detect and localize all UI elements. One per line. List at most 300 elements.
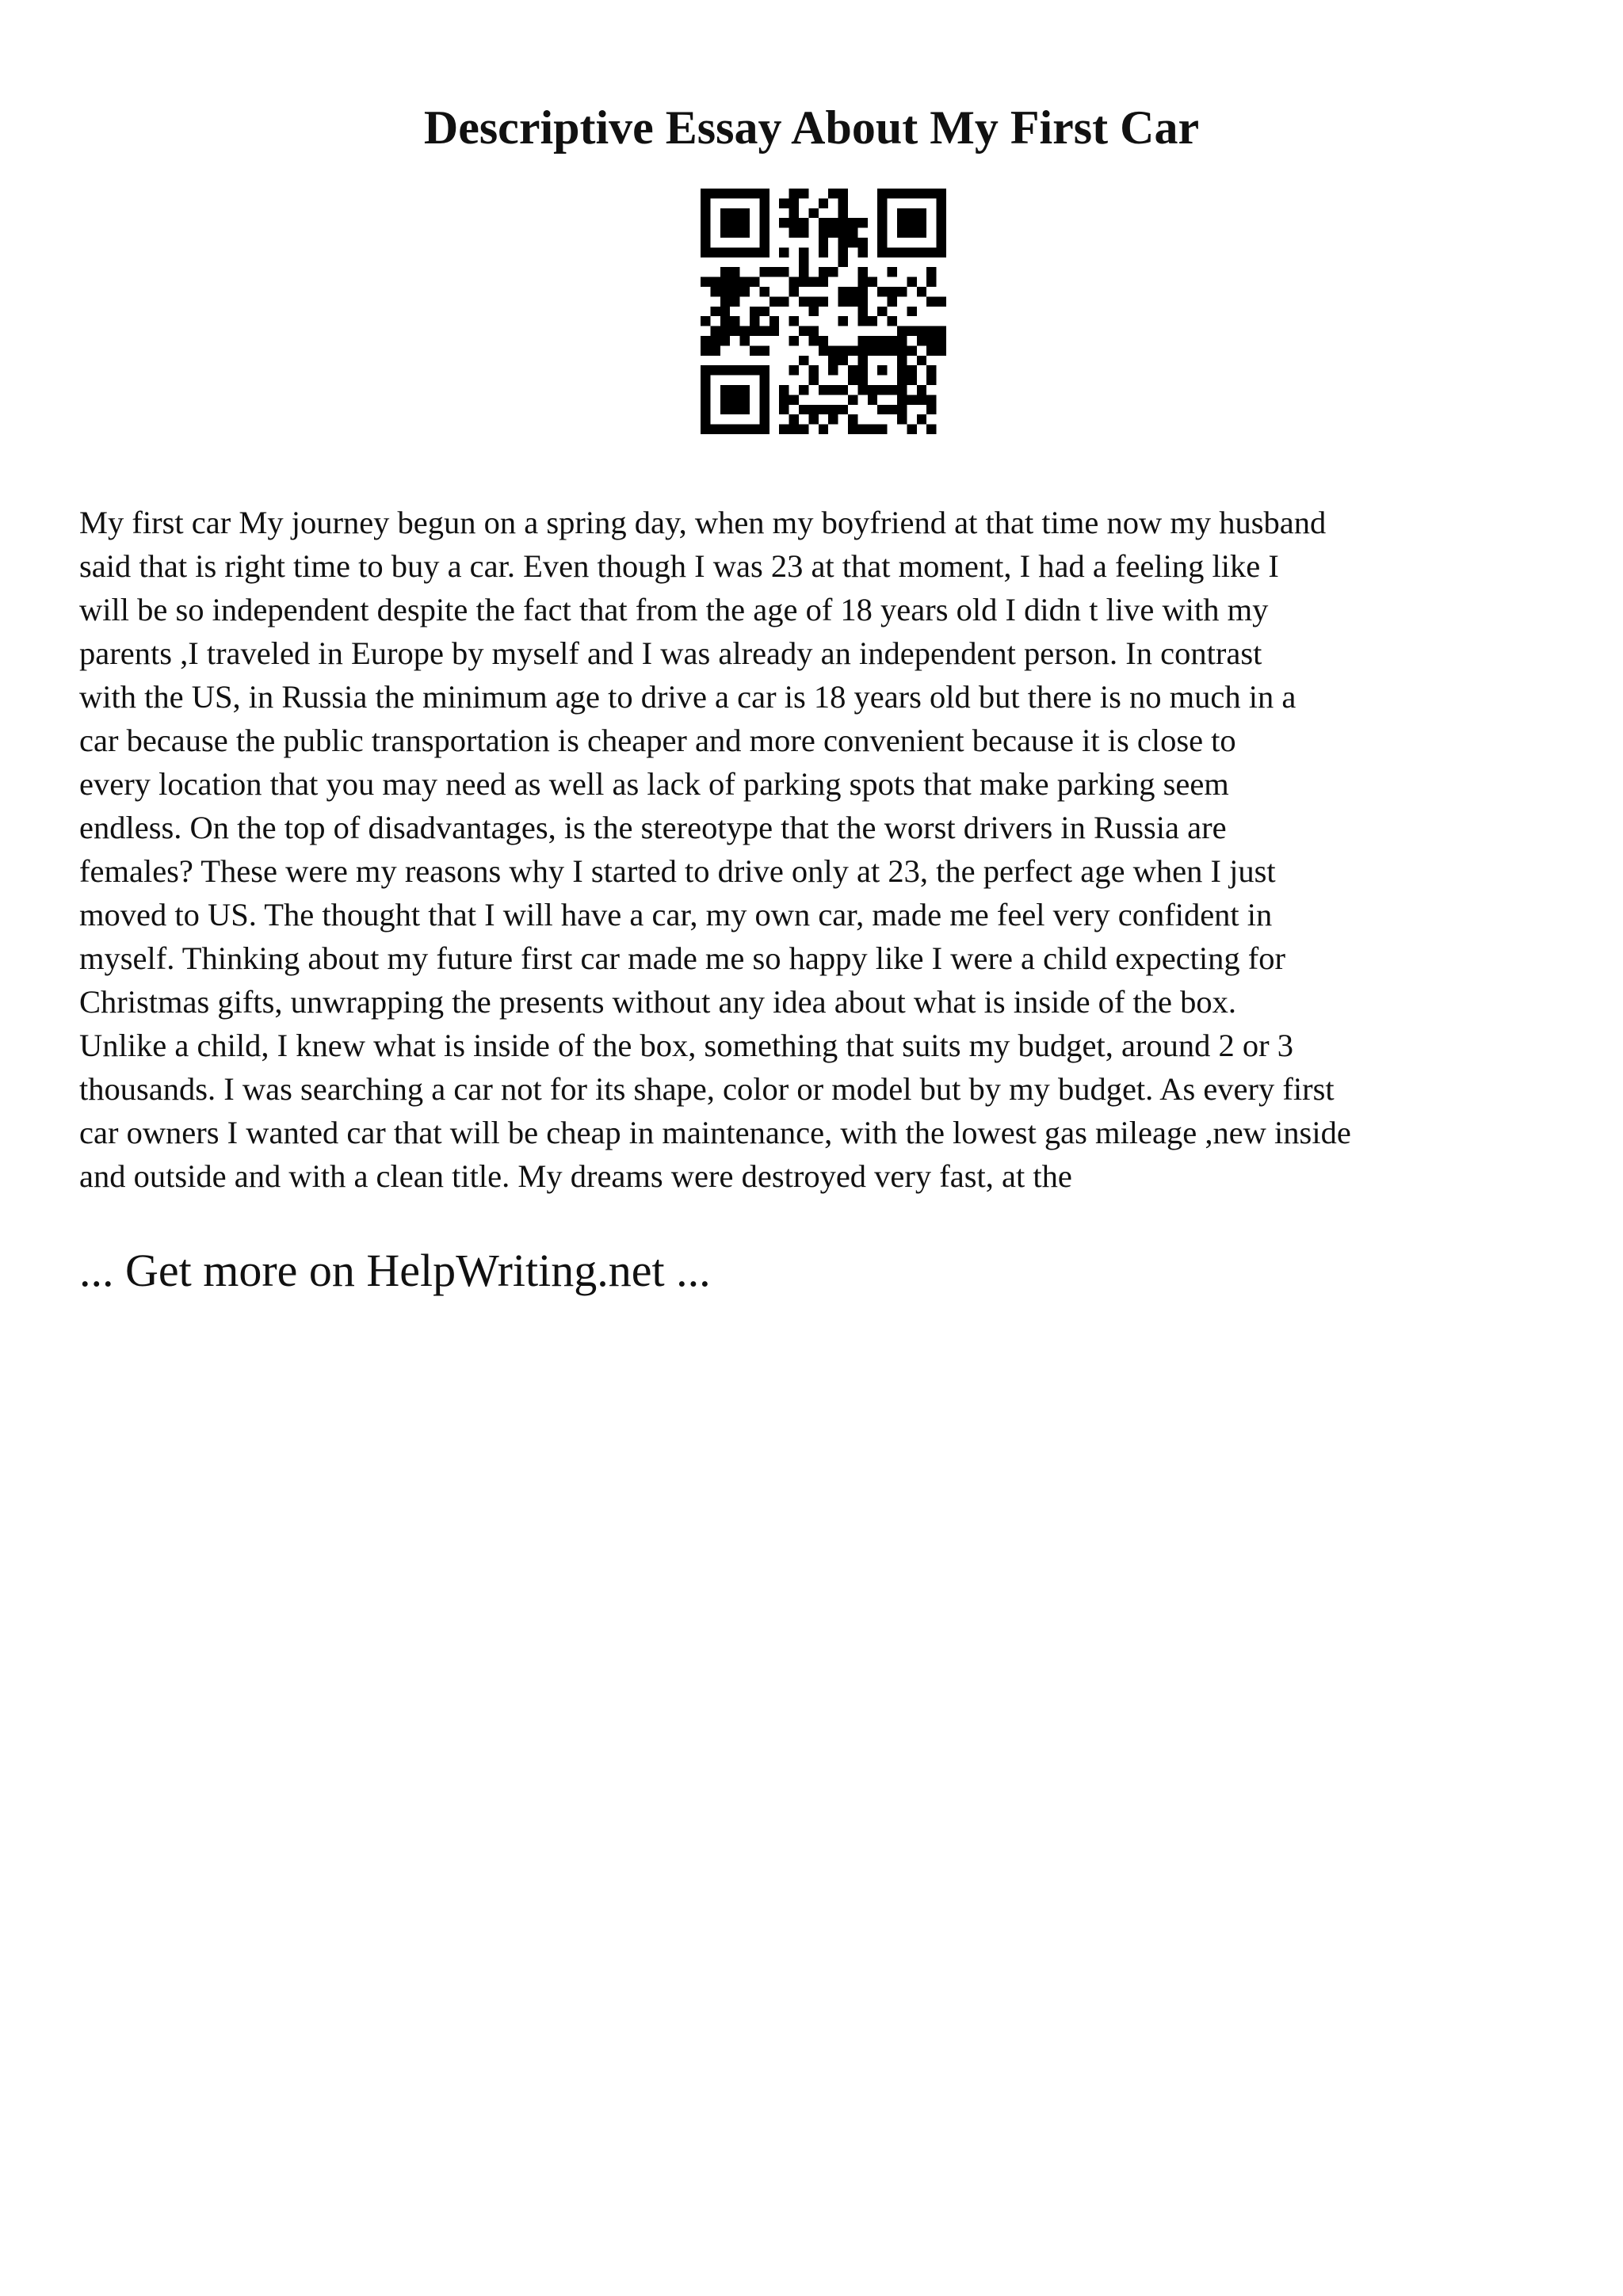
qr-module — [838, 198, 848, 208]
helpwriting-link[interactable]: ... Get more on HelpWriting.net ... — [79, 1245, 711, 1296]
qr-module — [926, 189, 936, 198]
qr-module — [838, 218, 848, 227]
qr-module — [857, 336, 867, 345]
qr-module — [857, 267, 867, 277]
qr-module — [720, 218, 730, 227]
document-title: Descriptive Essay About My First Car — [423, 101, 1200, 154]
qr-module — [926, 267, 936, 277]
qr-module — [857, 376, 867, 385]
qr-module — [868, 277, 877, 287]
qr-module — [720, 228, 730, 238]
qr-module — [701, 189, 710, 198]
qr-module — [828, 414, 838, 424]
qr-module — [750, 316, 759, 326]
qr-module — [857, 365, 867, 375]
qr-module — [701, 385, 710, 395]
qr-module — [888, 385, 897, 395]
qr-module — [868, 385, 877, 395]
qr-module — [759, 345, 769, 355]
qr-module — [888, 336, 897, 345]
qr-module — [937, 228, 946, 238]
qr-module — [838, 189, 848, 198]
qr-module — [799, 267, 808, 277]
qr-module — [759, 326, 769, 336]
qr-module — [710, 336, 720, 345]
qr-module — [759, 208, 769, 218]
qr-module — [808, 307, 818, 316]
qr-module — [799, 425, 808, 434]
qr-module — [779, 405, 789, 414]
qr-module — [740, 405, 750, 414]
qr-module — [937, 238, 946, 247]
qr-module — [799, 356, 808, 365]
qr-module — [701, 395, 710, 404]
qr-module — [877, 218, 887, 227]
qr-module — [857, 316, 867, 326]
qr-module — [720, 326, 730, 336]
qr-module — [701, 218, 710, 227]
qr-module — [917, 228, 926, 238]
qr-module — [759, 405, 769, 414]
qr-module — [740, 326, 750, 336]
essay-line: parents ,I traveled in Europe by myself and I was already an independent person. In contrast — [79, 635, 1262, 671]
qr-module — [907, 218, 916, 227]
qr-module — [819, 296, 828, 306]
qr-module — [937, 336, 946, 345]
qr-module — [868, 345, 877, 355]
qr-module — [848, 228, 857, 238]
qr-module — [759, 238, 769, 247]
qr-module — [937, 345, 946, 355]
qr-module — [926, 345, 936, 355]
qr-module — [799, 228, 808, 238]
qr-module — [759, 376, 769, 385]
qr-module — [740, 365, 750, 375]
qr-module — [779, 218, 789, 227]
qr-module — [877, 405, 887, 414]
qr-module — [917, 356, 926, 365]
qr-module — [897, 208, 907, 218]
qr-module — [808, 296, 818, 306]
qr-module — [857, 247, 867, 257]
essay-line: every location that you may need as well as lack of parking spots that make parking seem — [79, 766, 1229, 802]
qr-module — [701, 425, 710, 434]
qr-module — [877, 365, 887, 375]
qr-module — [857, 385, 867, 395]
qr-module — [897, 287, 907, 296]
qr-module — [710, 425, 720, 434]
qr-module — [759, 365, 769, 375]
qr-module — [730, 296, 739, 306]
qr-module — [701, 405, 710, 414]
qr-module — [937, 189, 946, 198]
qr-module — [750, 365, 759, 375]
qr-module — [926, 425, 936, 434]
qr-module — [877, 228, 887, 238]
qr-module — [838, 385, 848, 395]
qr-module — [701, 198, 710, 208]
qr-module — [808, 336, 818, 345]
qr-module — [857, 277, 867, 287]
qr-module — [848, 365, 857, 375]
qr-module — [701, 228, 710, 238]
qr-module — [779, 395, 789, 404]
qr-module — [897, 336, 907, 345]
qr-module — [819, 247, 828, 257]
qr-module — [828, 218, 838, 227]
qr-module — [710, 345, 720, 355]
qr-module — [907, 189, 916, 198]
qr-module — [720, 365, 730, 375]
qr-module — [926, 326, 936, 336]
qr-module — [730, 218, 739, 227]
qr-module — [926, 395, 936, 404]
qr-module — [897, 365, 907, 375]
qr-module — [750, 277, 759, 287]
qr-module — [897, 228, 907, 238]
qr-module — [759, 395, 769, 404]
qr-module — [857, 238, 867, 247]
qr-module — [759, 198, 769, 208]
qr-module — [759, 425, 769, 434]
qr-module — [877, 307, 887, 316]
qr-module — [799, 326, 808, 336]
essay-line: moved to US. The thought that I will have a car, my own car, made me feel very confident in — [79, 897, 1273, 933]
qr-module — [808, 414, 818, 424]
qr-module — [789, 218, 799, 227]
qr-module — [868, 425, 877, 434]
qr-module — [848, 376, 857, 385]
qr-module — [720, 208, 730, 218]
qr-module — [799, 218, 808, 227]
qr-module — [937, 247, 946, 257]
qr-module — [907, 395, 916, 404]
qr-module — [907, 228, 916, 238]
qr-module — [877, 189, 887, 198]
qr-module — [759, 414, 769, 424]
qr-module — [799, 405, 808, 414]
qr-module — [720, 385, 730, 395]
essay-line: with the US, in Russia the minimum age to drive a car is 18 years old but there is no much in a — [79, 679, 1296, 715]
qr-module — [828, 345, 838, 355]
qr-module — [848, 238, 857, 247]
qr-module — [740, 425, 750, 434]
qr-module — [789, 198, 799, 208]
qr-module — [769, 316, 779, 326]
qr-module — [799, 385, 808, 395]
qr-module — [897, 414, 907, 424]
qr-module — [769, 296, 779, 306]
qr-module — [730, 365, 739, 375]
qr-module — [897, 218, 907, 227]
qr-module — [888, 345, 897, 355]
qr-module — [848, 287, 857, 296]
qr-module — [789, 365, 799, 375]
qr-module — [917, 218, 926, 227]
qr-module — [888, 267, 897, 277]
qr-module — [838, 356, 848, 365]
qr-module — [779, 385, 789, 395]
qr-module — [789, 425, 799, 434]
qr-module — [710, 365, 720, 375]
qr-module — [740, 385, 750, 395]
qr-module — [710, 247, 720, 257]
qr-module — [828, 267, 838, 277]
qr-module — [857, 287, 867, 296]
qr-module — [828, 228, 838, 238]
qr-module — [838, 316, 848, 326]
qr-module — [917, 385, 926, 395]
qr-module — [868, 336, 877, 345]
essay-line: thousands. I was searching a car not for its shape, color or model but by my budget. As every first — [79, 1071, 1335, 1107]
qr-module — [779, 425, 789, 434]
essay-line: Unlike a child, I knew what is inside of the box, something that suits my budget, around 2 or 3 — [79, 1028, 1294, 1063]
qr-module — [759, 247, 769, 257]
qr-module — [857, 307, 867, 316]
qr-module — [808, 405, 818, 414]
qr-module — [740, 189, 750, 198]
qr-module — [917, 287, 926, 296]
qr-module — [877, 208, 887, 218]
qr-module — [759, 385, 769, 395]
qr-module — [730, 385, 739, 395]
qr-module — [730, 247, 739, 257]
qr-module — [720, 287, 730, 296]
qr-module — [759, 267, 769, 277]
qr-module — [819, 228, 828, 238]
qr-module — [848, 296, 857, 306]
qr-module — [720, 247, 730, 257]
qr-module — [926, 296, 936, 306]
qr-module — [819, 267, 828, 277]
qr-module — [789, 316, 799, 326]
qr-module — [819, 218, 828, 227]
qr-module — [897, 326, 907, 336]
qr-module — [730, 228, 739, 238]
qr-module — [848, 414, 857, 424]
qr-module — [828, 405, 838, 414]
qr-module — [701, 376, 710, 385]
qr-module — [808, 326, 818, 336]
qr-module — [888, 247, 897, 257]
qr-module — [907, 208, 916, 218]
qr-module — [799, 277, 808, 287]
qr-module — [907, 425, 916, 434]
essay-line: My first car My journey begun on a spring day, when my boyfriend at that time now my husband — [79, 505, 1327, 540]
qr-module — [857, 425, 867, 434]
qr-module — [897, 405, 907, 414]
qr-module — [838, 257, 848, 267]
qr-module — [857, 356, 867, 365]
qr-module — [799, 189, 808, 198]
qr-module — [907, 345, 916, 355]
qr-module — [917, 208, 926, 218]
qr-module — [720, 189, 730, 198]
qr-module — [730, 316, 739, 326]
qr-module — [868, 395, 877, 404]
qr-module — [789, 287, 799, 296]
qr-module — [907, 365, 916, 375]
qr-module — [937, 198, 946, 208]
qr-module — [838, 247, 848, 257]
qr-module — [769, 326, 779, 336]
qr-module — [740, 277, 750, 287]
qr-module — [720, 405, 730, 414]
qr-module — [838, 208, 848, 218]
qr-module — [730, 267, 739, 277]
qr-module — [819, 405, 828, 414]
qr-module — [759, 287, 769, 296]
qr-module — [926, 247, 936, 257]
qr-module — [819, 277, 828, 287]
essay-line: said that is right time to buy a car. Even though I was 23 at that moment, I had a feeling like I — [79, 548, 1279, 584]
qr-module — [848, 218, 857, 227]
qr-module — [897, 189, 907, 198]
qr-module — [828, 385, 838, 395]
qr-module — [808, 208, 818, 218]
qr-module — [848, 345, 857, 355]
qr-module — [750, 425, 759, 434]
qr-module — [730, 405, 739, 414]
essay-line: endless. On the top of disadvantages, is the stereotype that the worst drivers in Russia are — [79, 810, 1227, 845]
qr-module — [926, 365, 936, 375]
qr-module — [701, 345, 710, 355]
qr-module — [897, 385, 907, 395]
qr-module — [701, 247, 710, 257]
qr-module — [720, 267, 730, 277]
qr-module — [789, 336, 799, 345]
qr-module — [789, 189, 799, 198]
qr-module — [779, 296, 789, 306]
qr-module — [838, 228, 848, 238]
qr-module — [897, 345, 907, 355]
qr-module — [730, 189, 739, 198]
qr-module — [828, 365, 838, 375]
qr-module — [799, 247, 808, 257]
qr-module — [926, 336, 936, 345]
qr-module — [740, 208, 750, 218]
qr-module — [740, 247, 750, 257]
qr-module — [730, 425, 739, 434]
qr-module — [917, 326, 926, 336]
qr-module — [720, 307, 730, 316]
qr-module — [808, 365, 818, 375]
qr-module — [877, 336, 887, 345]
qr-module — [907, 307, 916, 316]
qr-module — [917, 247, 926, 257]
qr-module — [877, 238, 887, 247]
qr-module — [907, 277, 916, 287]
qr-module — [819, 425, 828, 434]
qr-module — [730, 208, 739, 218]
qr-module — [897, 376, 907, 385]
qr-module — [897, 356, 907, 365]
qr-module — [838, 287, 848, 296]
qr-module — [730, 395, 739, 404]
qr-module — [740, 287, 750, 296]
qr-module — [710, 189, 720, 198]
qr-module — [838, 296, 848, 306]
qr-module — [730, 326, 739, 336]
qr-module — [888, 287, 897, 296]
qr-module — [710, 287, 720, 296]
qr-module — [907, 376, 916, 385]
qr-code-icon — [701, 189, 946, 434]
qr-module — [701, 365, 710, 375]
qr-module — [917, 395, 926, 404]
qr-module — [730, 277, 739, 287]
qr-module — [877, 198, 887, 208]
qr-module — [799, 296, 808, 306]
qr-module — [720, 425, 730, 434]
qr-module — [740, 218, 750, 227]
qr-module — [868, 316, 877, 326]
qr-module — [819, 336, 828, 345]
qr-module — [750, 326, 759, 336]
qr-module — [828, 356, 838, 365]
qr-module — [907, 247, 916, 257]
qr-module — [750, 345, 759, 355]
qr-module — [759, 228, 769, 238]
qr-module — [701, 336, 710, 345]
qr-module — [877, 345, 887, 355]
qr-module — [888, 189, 897, 198]
qr-module — [740, 336, 750, 345]
qr-module — [730, 287, 739, 296]
qr-module — [799, 257, 808, 267]
qr-module — [838, 345, 848, 355]
essay-line: myself. Thinking about my future first car made me so happy like I were a child expecting for — [79, 940, 1286, 976]
qr-module — [857, 345, 867, 355]
qr-module — [740, 395, 750, 404]
qr-module — [769, 267, 779, 277]
qr-module — [808, 277, 818, 287]
qr-module — [897, 247, 907, 257]
qr-module — [897, 395, 907, 404]
essay-line: and outside and with a clean title. My dreams were destroyed very fast, at the — [79, 1158, 1072, 1194]
qr-module — [888, 316, 897, 326]
essay-line: Christmas gifts, unwrapping the presents without any idea about what is inside of the box. — [79, 984, 1237, 1020]
qr-module — [720, 316, 730, 326]
qr-module — [937, 296, 946, 306]
qr-module — [710, 277, 720, 287]
qr-module — [937, 208, 946, 218]
qr-module — [819, 198, 828, 208]
qr-module — [750, 307, 759, 316]
qr-module — [877, 385, 887, 395]
qr-module — [937, 218, 946, 227]
qr-module — [926, 277, 936, 287]
qr-module — [926, 405, 936, 414]
qr-module — [877, 247, 887, 257]
qr-module — [789, 414, 799, 424]
qr-module — [888, 296, 897, 306]
essay-line: car because the public transportation is cheaper and more convenient because it is close to — [79, 723, 1236, 758]
qr-module — [789, 277, 799, 287]
essay-excerpt — [79, 501, 1569, 1198]
qr-module — [789, 208, 799, 218]
qr-module — [828, 189, 838, 198]
essay-line: will be so independent despite the fact that from the age of 18 years old I didn t live with my — [79, 592, 1269, 627]
qr-module — [710, 307, 720, 316]
qr-module — [759, 189, 769, 198]
qr-module — [848, 425, 857, 434]
qr-module — [701, 414, 710, 424]
qr-module — [857, 296, 867, 306]
qr-module — [789, 228, 799, 238]
qr-module — [838, 405, 848, 414]
qr-module — [877, 287, 887, 296]
